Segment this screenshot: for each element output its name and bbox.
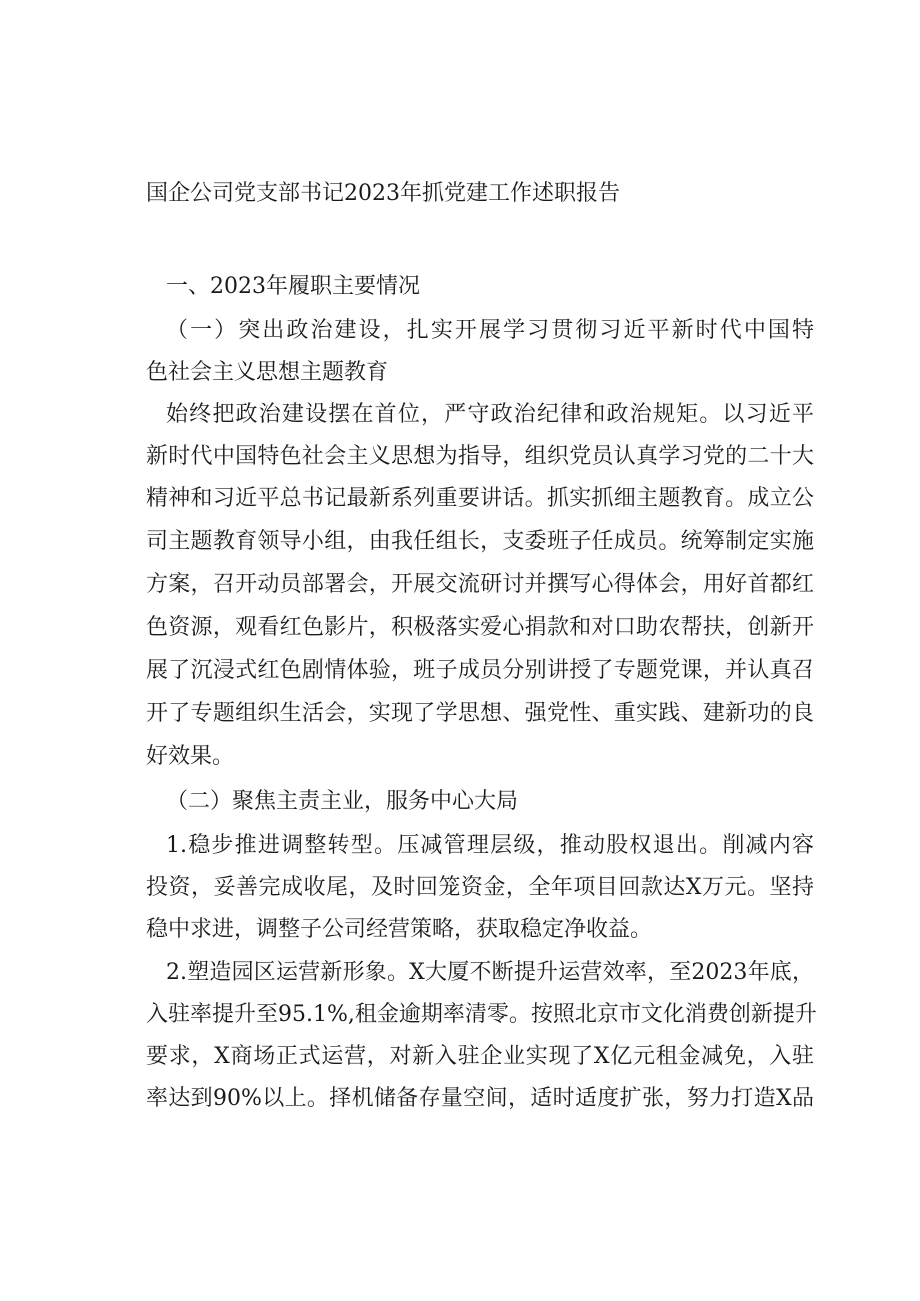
- paragraph-line: 稳中求进，调整子公司经营策略，获取稳定净收益。: [146, 917, 653, 942]
- paragraph-line: 好效果。: [146, 744, 235, 769]
- subsection-heading-line: （一）突出政治建设，扎实开展学习贯彻习近平新时代中国特: [166, 318, 814, 343]
- subsection-heading-line: 色社会主义思想主题教育: [146, 360, 389, 385]
- paragraph-line: 2.塑造园区运营新形象。X大厦不断提升运营效率，至2023年底，: [166, 960, 814, 985]
- document-title: 国企公司党支部书记2023年抓党建工作述职报告: [146, 181, 620, 206]
- paragraph-line: 1.稳步推进调整转型。压减管理层级，推动股权退出。削减内容: [166, 833, 814, 858]
- paragraph-line: 入驻率提升至95.1%,租金逾期率清零。按照北京市文化消费创新提升: [146, 1002, 817, 1027]
- paragraph-line: 精神和习近平总书记最新系列重要讲话。抓实抓细主题教育。成立公: [146, 486, 814, 511]
- paragraph-line: 投资，妥善完成收尾，及时回笼资金，全年项目回款达X万元。坚持: [146, 875, 814, 900]
- paragraph-line: 始终把政治建设摆在首位，严守政治纪律和政治规矩。以习近平: [166, 402, 814, 427]
- paragraph-line: 率达到90%以上。择机储备存量空间，适时适度扩张，努力打造X品: [146, 1086, 814, 1111]
- subsection-heading: （二）聚焦主责主业，服务中心大局: [166, 789, 519, 814]
- paragraph-line: 方案，召开动员部署会，开展交流研讨并撰写心得体会，用好首都红: [146, 572, 814, 597]
- paragraph-line: 新时代中国特色社会主义思想为指导，组织党员认真学习党的二十大: [146, 444, 814, 469]
- paragraph-line: 开了专题组织生活会，实现了学思想、强党性、重实践、建新功的良: [146, 701, 814, 726]
- paragraph-line: 色资源，观看红色影片，积极落实爱心捐款和对口助农帮扶，创新开: [146, 615, 814, 640]
- paragraph-line: 要求，X商场正式运营，对新入驻企业实现了X亿元租金减免，入驻: [146, 1044, 814, 1069]
- paragraph-line: 展了沉浸式红色剧情体验，班子成员分别讲授了专题党课，并认真召: [146, 658, 814, 683]
- paragraph-line: 司主题教育领导小组，由我任组长，支委班子任成员。统筹制定实施: [146, 529, 814, 554]
- section-heading: 一、2023年履职主要情况: [166, 274, 420, 299]
